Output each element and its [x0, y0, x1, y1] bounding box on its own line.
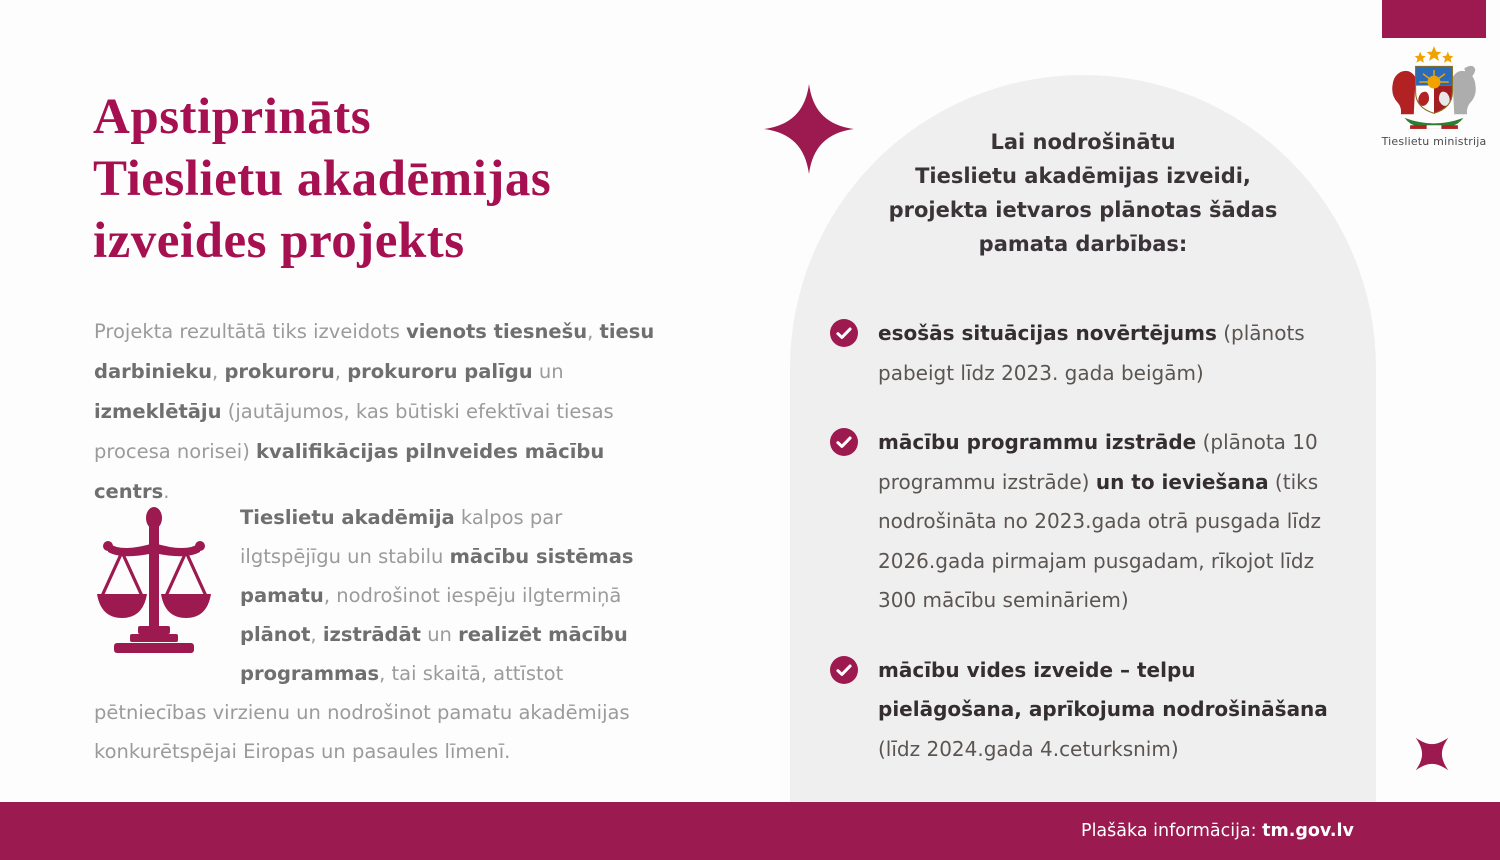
page-title — [93, 86, 551, 272]
checkmark-circle-icon — [830, 319, 858, 347]
panel-heading — [863, 125, 1303, 261]
mission-text: Tieslietu akadēmija kalpos par ilgtspējīgu un stabilu mācību sistēmas pamatu, nodrošinot iespēju ilgtermiņā plānot, izstrādāt un realizēt mācību programmas, tai skaitā, attīstot pētniecības virzienu un nodrošinot pamatu akadēmijas konkurētspējai Eiropas un pasaules līmenī. — [94, 506, 634, 763]
checkmark-circle-icon — [830, 656, 858, 684]
four-point-star-icon — [1399, 721, 1464, 786]
footer-text — [960, 802, 1475, 860]
panel-heading-line: Lai nodrošinātu — [990, 130, 1176, 154]
ministry-name: Tieslietu ministrija — [1381, 135, 1487, 148]
intro-paragraph: Projekta rezultātā tiks izveidots vienots tiesnešu, tiesu darbinieku, prokuroru, prokuroru palīgu un izmeklētāju (jautājumos, kas būtiski efektīvai tiesas procesa norisei) kvalifikācijas pilnveides mācību centrs. — [94, 320, 655, 503]
page-title-line: Apstiprināts — [93, 89, 372, 145]
activity-item — [830, 423, 1376, 621]
activity-item — [830, 314, 1376, 393]
checkmark-circle-icon — [830, 428, 858, 456]
latvia-coat-of-arms-icon — [1388, 44, 1480, 132]
activity-text: mācību programmu izstrāde (plānota 10 programmu izstrāde) un to ieviešana (tiks nodrošināta no 2023.gada otrā pusgada līdz 2026.gada pirmajam pusgadam, rīkojot līdz 300 mācību semināriem) — [878, 430, 1322, 612]
page-title-line: Tieslietu akadēmijas — [93, 151, 552, 207]
flag-color-block — [1382, 0, 1486, 38]
page-title-line: izveides projekts — [93, 213, 465, 269]
activities-list — [790, 314, 1376, 769]
activities-panel — [790, 75, 1376, 802]
ministry-logo — [1381, 44, 1487, 148]
activity-text: mācību vides izveide – telpu pielāgošana, aprīkojuma nodrošināšana (līdz 2024.gada 4.ceturksnim) — [878, 657, 1328, 761]
activity-text: esošās situācijas novērtējums (plānots pabeigt līdz 2023. gada beigām) — [878, 321, 1305, 385]
panel-heading-line: pamata darbības: — [978, 232, 1188, 256]
footer-bar — [0, 802, 1500, 860]
activity-item — [830, 651, 1376, 770]
panel-heading-line: Tieslietu akadēmijas izveidi, — [915, 164, 1251, 188]
footer-link[interactable]: tm.gov.lv — [1262, 821, 1354, 841]
scales-of-justice-icon — [94, 506, 214, 656]
footer-label: Plašāka informācija: — [1081, 821, 1263, 841]
mission-paragraph — [94, 498, 662, 771]
four-point-star-icon — [763, 84, 855, 174]
panel-heading-line: projekta ietvaros plānotas šādas — [888, 198, 1278, 222]
